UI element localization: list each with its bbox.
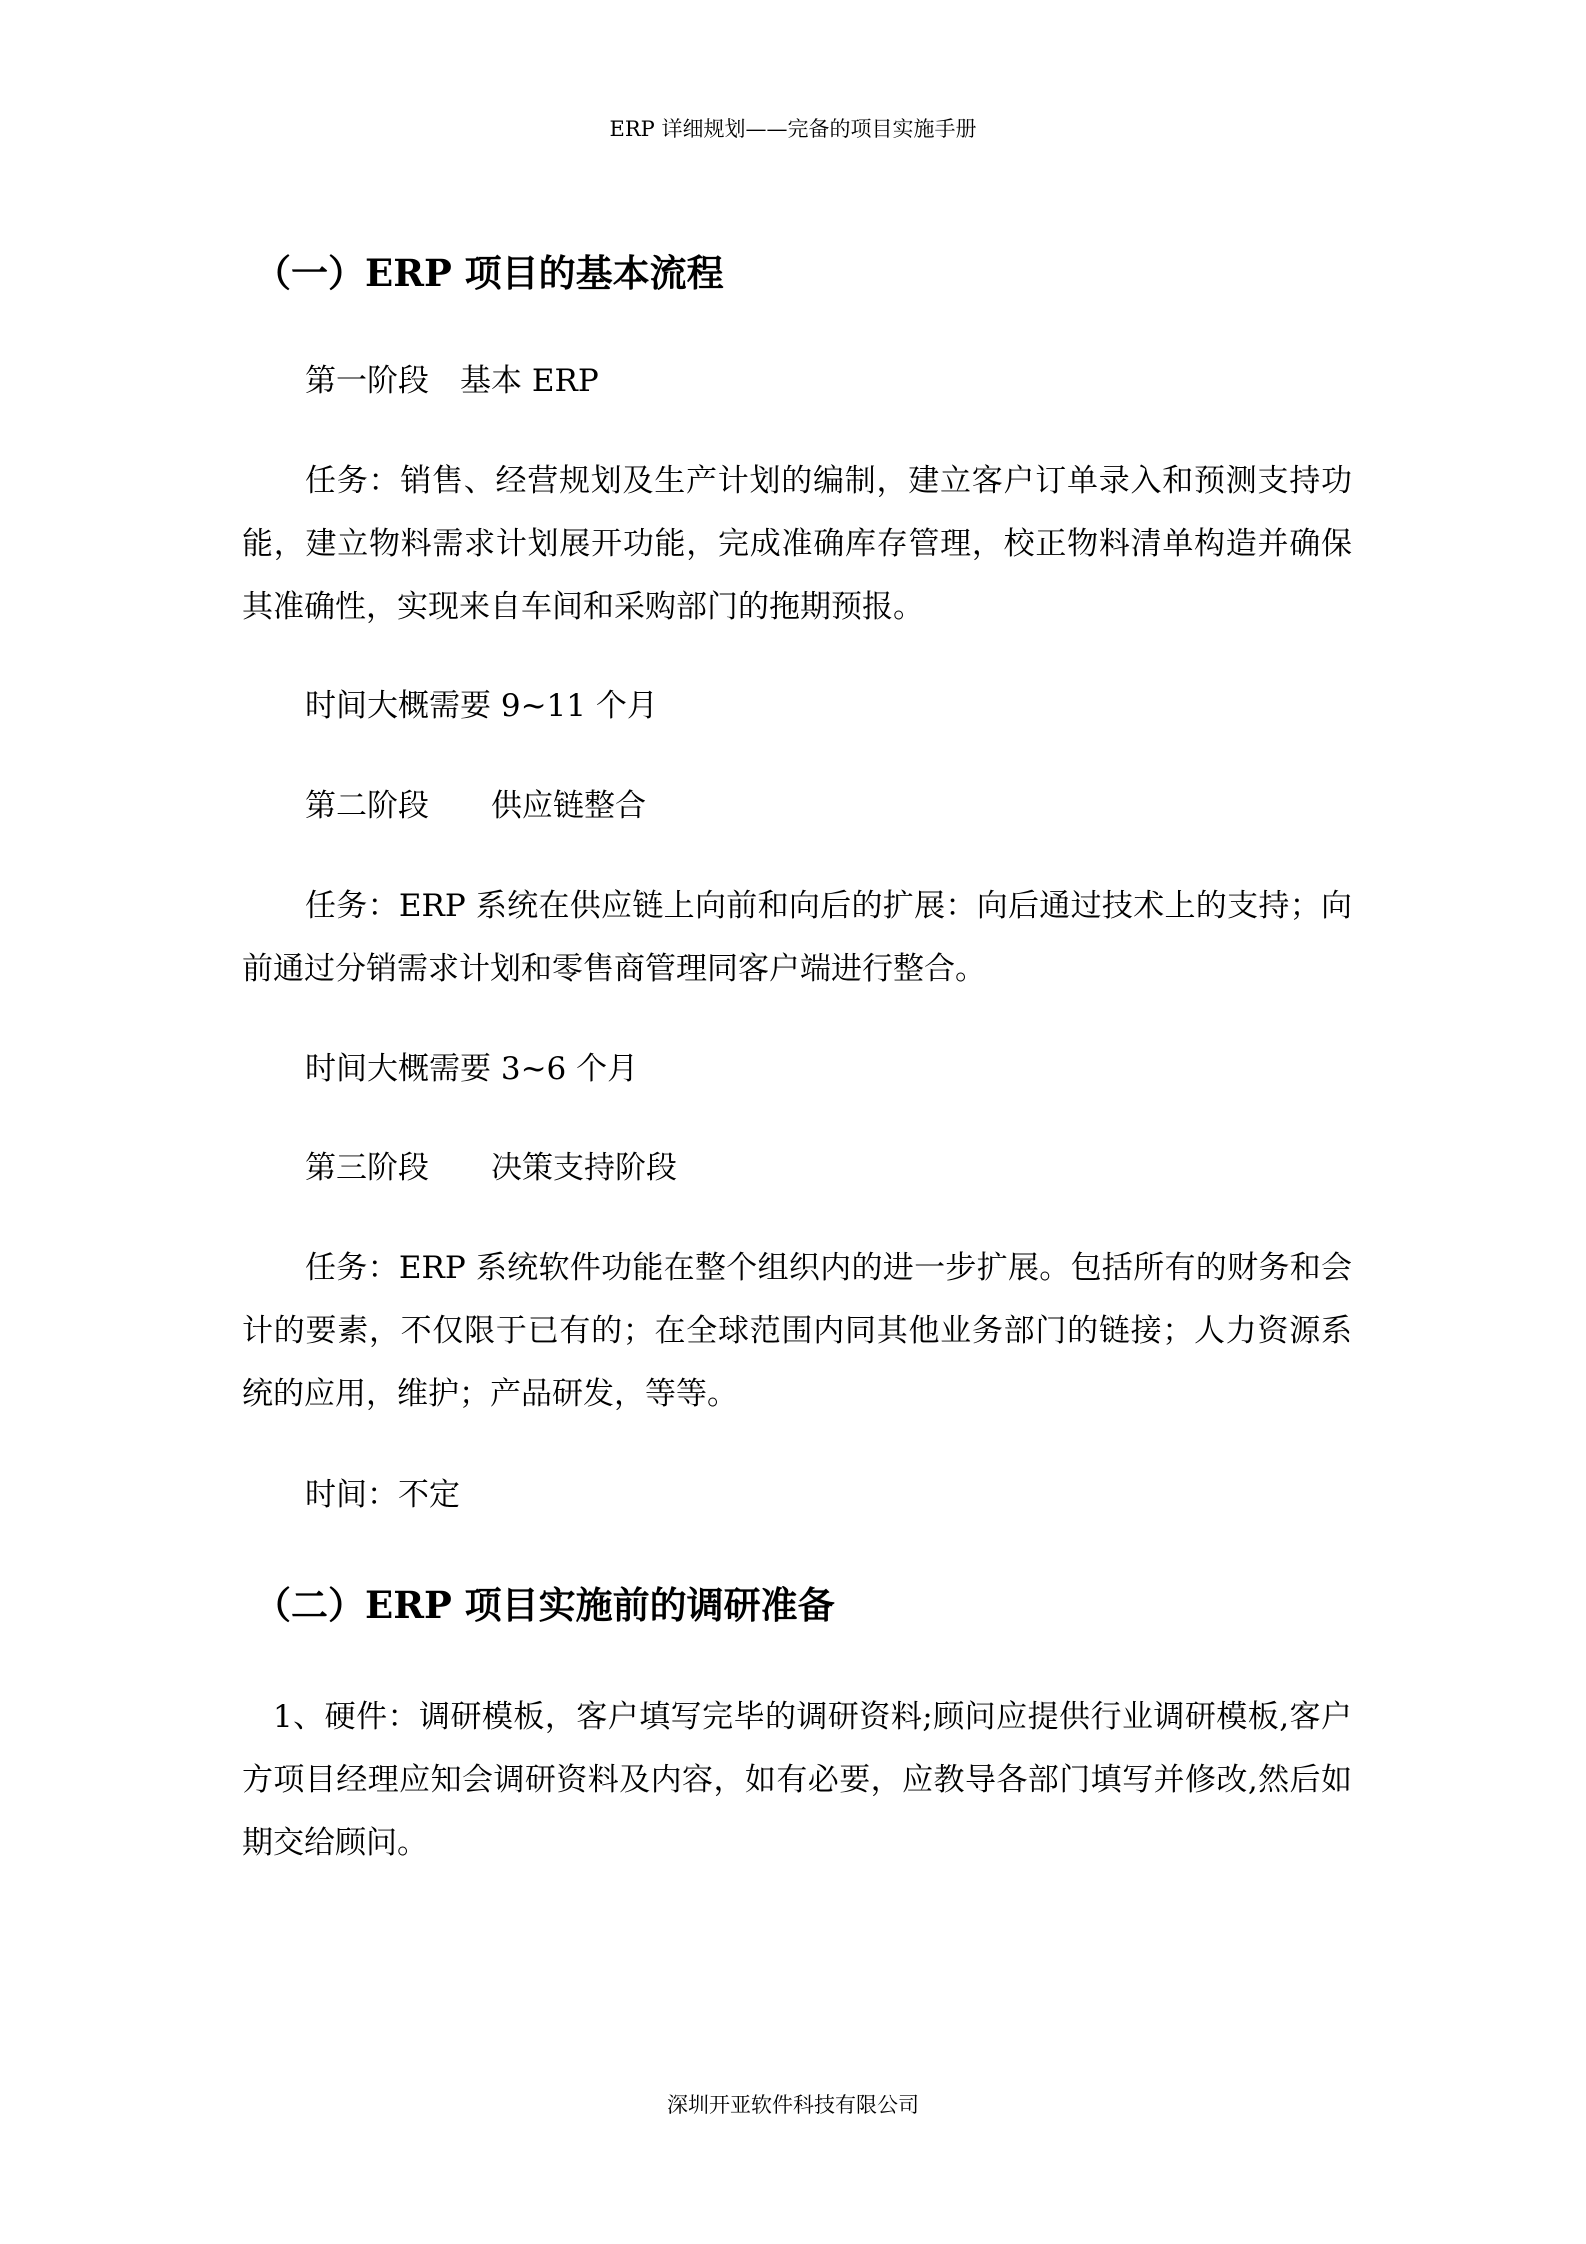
stage1-task: 任务：销售、经营规划及生产计划的编制，建立客户订单录入和预测支持功能，建立物料需求计划展开功能，完成准确库存管理，校正物料清单构造并确保其准确性，实现来自车间和采购部门的拖期预报。	[242, 463, 1352, 625]
stage3-time: 时间：不定	[305, 1477, 460, 1513]
item-1-paragraph: 1、硬件：调研模板，客户填写完毕的调研资料;顾问应提供行业调研模板,客户方项目经理应知会调研资料及内容，如有必要，应教导各部门填写并修改,然后如期交给顾问。	[242, 1699, 1352, 1861]
stage1-time: 时间大概需要 9~11 个月	[305, 688, 658, 724]
stage2-task: 任务：ERP 系统在供应链上向前和向后的扩展：向后通过技术上的支持；向前通过分销需求计划和零售商管理同客户端进行整合。	[242, 888, 1352, 987]
stage2-time: 时间大概需要 3~6 个月	[305, 1051, 639, 1087]
section-heading-1: （一）ERP 项目的基本流程	[254, 251, 724, 295]
page-footer: 深圳开亚软件科技有限公司	[667, 2093, 919, 2117]
stage3-title: 第三阶段 决策支持阶段	[305, 1150, 677, 1186]
stage1-title: 第一阶段 基本 ERP	[305, 363, 599, 399]
page-header: ERP 详细规划——完备的项目实施手册	[609, 117, 977, 141]
stage2-title: 第二阶段 供应链整合	[305, 788, 646, 824]
stage3-task: 任务：ERP 系统软件功能在整个组织内的进一步扩展。包括所有的财务和会计的要素，不仅限于已有的；在全球范围内同其他业务部门的链接；人力资源系统的应用，维护；产品研发，等等。	[242, 1250, 1352, 1412]
section-heading-2: （二）ERP 项目实施前的调研准备	[254, 1583, 835, 1627]
